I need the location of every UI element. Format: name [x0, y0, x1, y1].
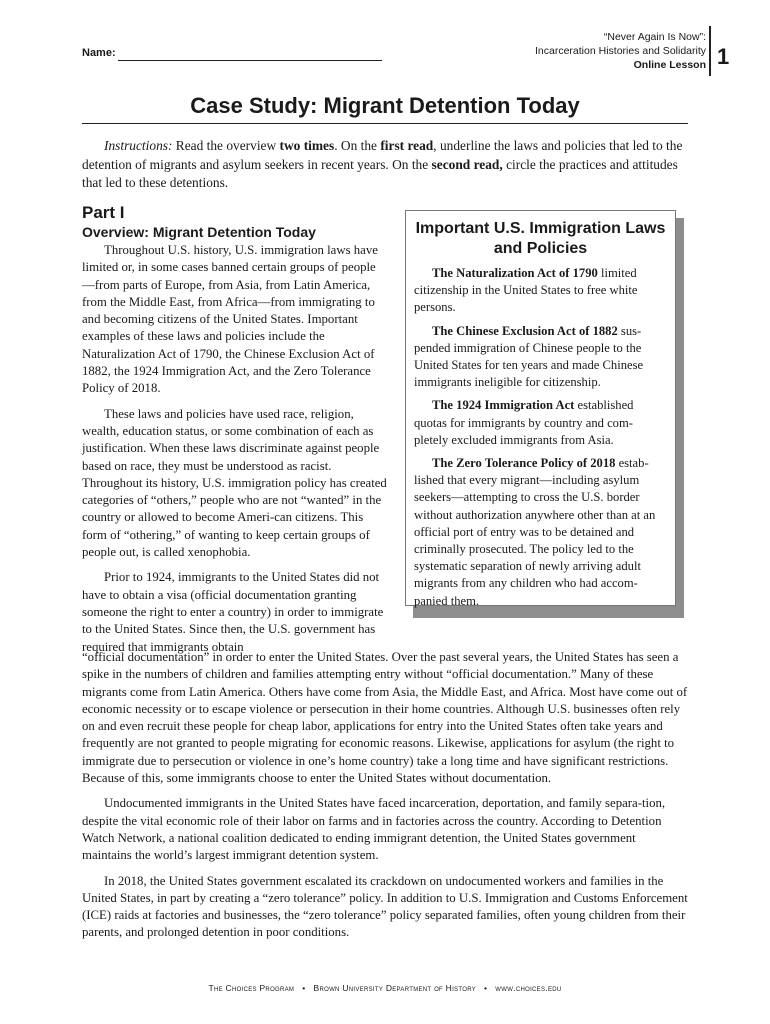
sidebar-item	[414, 455, 667, 610]
sidebar-item-name: The Naturalization Act of 1790	[432, 266, 598, 280]
title-rule	[82, 123, 688, 124]
instructions	[82, 137, 688, 193]
instructions-text: circle the practices and attitudes that led to these detentions.	[82, 156, 678, 190]
body-paragraph: In 2018, the United States government escalated its crackdown on undocumented workers and families in the United States, in part by creating a “zero tolerance” policy. In addition to U.S. Immigration and Customs Enforcement (ICE) raids at factories and businesses, the “zero tolerance” policy separated families, often young children from their parents, and prolonged detention in poor conditions.	[82, 873, 688, 940]
instructions-emphasis: second read,	[431, 156, 503, 172]
sidebar-item-text: limited citizenship in the United States to free white persons.	[414, 266, 638, 315]
instructions-text: . On the	[334, 138, 381, 153]
instructions-paragraph	[82, 137, 688, 193]
footer-separator: •	[484, 983, 488, 993]
body-paragraph: “official documentation” in order to enter the United States. Over the past several years, the United States has seen a spike in the numbers of children and families attempting entry without “official documentation.” Many of these migrants come from Latin America. Others have come from Asia, the Middle East, and Africa. Most have come out of economic necessity or to escape violence or persecution in their home countries. Although U.S. businesses often rely on and even recruit these people for cheap labor, applications for entry into the United States often take years and frequently are not granted to people migrating for economic reasons. Likewise, applications for asylum (the right to immigrate due to persecution or violence in one’s home country) take a long time and have significant restrictions. Because of this, some immigrants choose to enter the United States without documentation.	[82, 650, 688, 786]
body-paragraph: Prior to 1924, immigrants to the United States did not have to obtain a visa (official documentation granting someone the right to enter a country) in order to immigrate to the United States. Since then, the U.S. government has required that immigrants obtain	[82, 570, 384, 654]
footer-department: Brown University Department of History	[313, 983, 477, 993]
overview-column	[82, 242, 387, 656]
part-heading: Part I	[82, 203, 125, 222]
lesson-type: Online Lesson	[633, 59, 706, 71]
immigration-laws-sidebar	[405, 210, 676, 606]
footer-separator: •	[302, 983, 306, 993]
page-title: Case Study: Migrant Detention Today	[190, 93, 580, 118]
body-paragraph: Throughout U.S. history, U.S. immigration laws have limited or, in some cases banned certain groups of people—from parts of Europe, from Asia, from Latin America, from the Middle East, from Africa—from immigrating to and becoming citizens of the United States. Important examples of these laws and policies include the Naturalization Act of 1790, the Chinese Exclusion Act of 1882, the 1924 Immigration Act, and the Zero Tolerance Policy of 2018.	[82, 243, 378, 396]
sidebar-item-text: estab-lished that every migrant—including asylum seekers—attempting to cross the U.S. border without authorization anywhere other than at an official port of entry was to be detained and criminally prosecuted. The policy led to the systematic separation of newly arriving adult migrants from any children who had accom-panied them.	[414, 456, 656, 608]
series-subtitle: Incarceration Histories and Solidarity	[535, 45, 706, 57]
name-label: Name:	[82, 47, 116, 59]
sidebar-item	[414, 397, 667, 449]
name-line	[118, 60, 382, 61]
sidebar-title: Important U.S. Immigration Laws and Policies	[415, 220, 666, 257]
page-number: 1	[717, 44, 730, 69]
footer-website: www.choices.edu	[495, 983, 562, 993]
header-divider	[709, 26, 711, 76]
sidebar-item-text: established quotas for immigrants by country and com-pletely excluded immigrants from Asia.	[414, 398, 634, 447]
instructions-text: Read the overview	[172, 138, 280, 153]
sidebar-item-name: The 1924 Immigration Act	[432, 398, 575, 413]
instructions-emphasis: two times	[279, 138, 335, 153]
footer-program: The Choices Program	[208, 983, 295, 993]
overview-continued	[82, 649, 688, 950]
lesson-series-info	[535, 30, 706, 72]
sidebar-item	[414, 323, 667, 392]
overview-heading: Overview: Migrant Detention Today	[82, 224, 316, 240]
series-title: “Never Again Is Now”:	[603, 31, 706, 43]
body-paragraph: Undocumented immigrants in the United States have faced incarceration, deportation, and family separa-tion, despite the vital economic role of their labor on farms and in factories across the country. According to Detention Watch Network, a national coalition dedicated to ending immigrant detention, the United States government maintains the world’s largest immigrant detention system.	[82, 796, 666, 863]
sidebar-item-name: The Chinese Exclusion Act of 1882	[432, 323, 618, 338]
sidebar-item-name: The Zero Tolerance Policy of 2018	[432, 456, 616, 471]
body-paragraph: These laws and policies have used race, religion, wealth, education status, or some combination of each as justification. When these laws discriminate against people based on race, they must be understood as racist. Throughout its history, U.S. immigration policy has created categories of “others,” people who are not “wanted” in the country or allowed to become Ameri-can citizens. This form of “othering,” of wanting to keep certain groups of people out, is called xenophobia.	[82, 406, 387, 560]
sidebar-item	[414, 265, 667, 317]
instructions-text: , underline the laws and policies that led to the detention of migrants and asylum seekers in recent years. On the	[82, 138, 683, 172]
sidebar-item-text: sus-pended immigration of Chinese people to the United States for ten years and made Chinese immigrants ineligible for citizenship.	[414, 323, 644, 390]
page-footer	[0, 983, 770, 993]
instructions-emphasis: first read	[380, 138, 434, 153]
instructions-lead: Instructions:	[104, 138, 173, 153]
